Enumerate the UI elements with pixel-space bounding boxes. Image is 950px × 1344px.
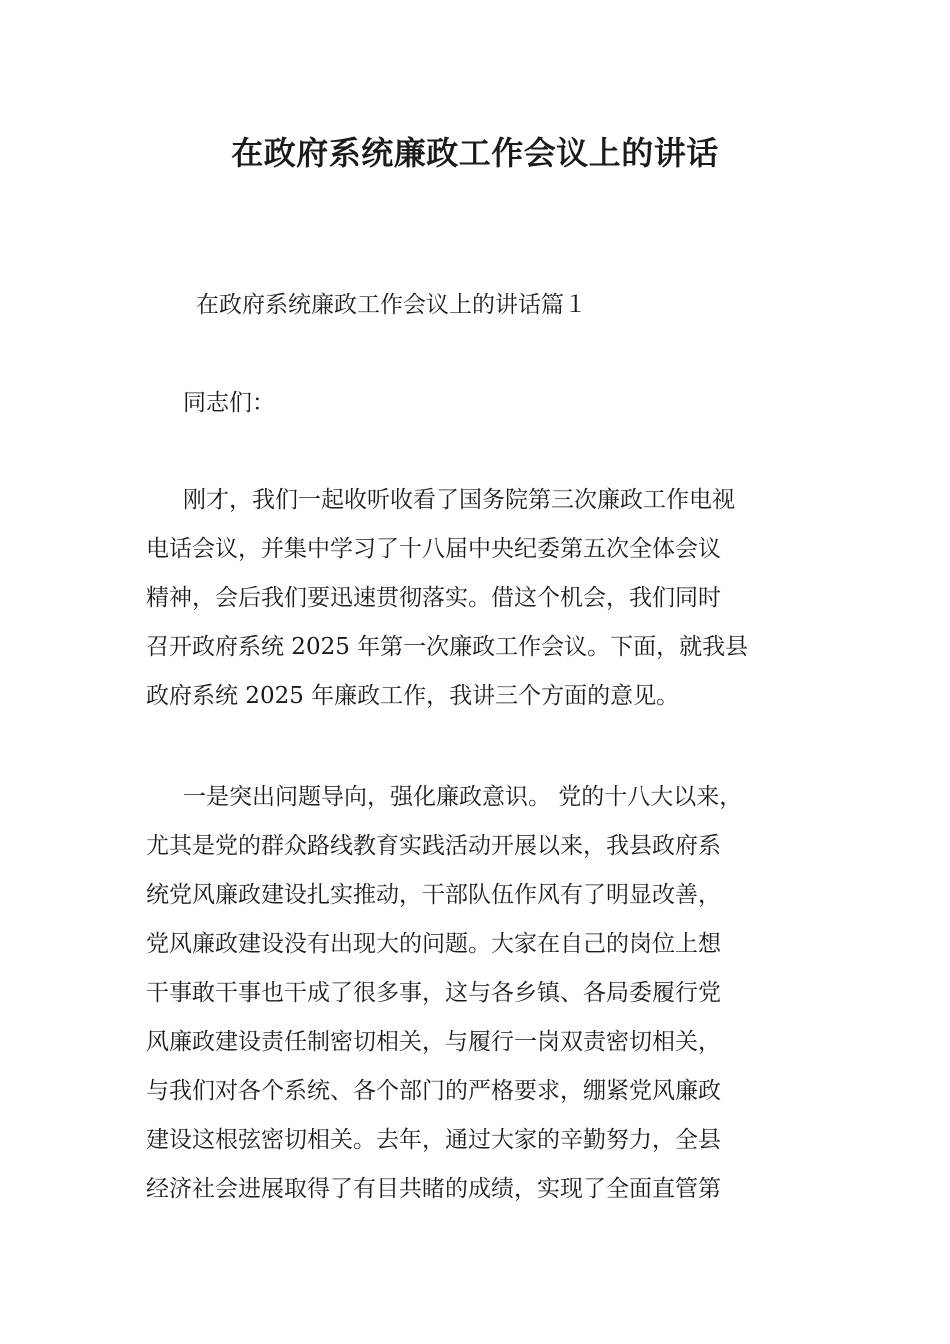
paragraph-line: 经济社会进展取得了有目共睹的成绩，实现了全面直管第 (146, 1176, 721, 1202)
paragraph-line: 精神，会后我们要迅速贯彻落实。借这个机会，我们同时 (146, 585, 721, 611)
paragraph-line: 统党风廉政建设扎实推动，干部队伍作风有了明显改善， (146, 882, 721, 908)
paragraph-line: 尤其是党的群众路线教育实践活动开展以来，我县政府系 (146, 833, 721, 859)
paragraph-line: 电话会议，并集中学习了十八届中央纪委第五次全体会议 (146, 536, 721, 562)
paragraph-2 (146, 773, 816, 1214)
paragraph-line: 召开政府系统 2025 年第一次廉政工作会议。下面，就我县 (146, 634, 749, 660)
paragraph-line: 建设这根弦密切相关。去年，通过大家的辛勤努力，全县 (146, 1127, 721, 1153)
paragraph-line: 刚才，我们一起收听收看了国务院第三次廉政工作电视 (183, 487, 735, 513)
paragraph-line: 与我们对各个系统、各个部门的严格要求，绷紧党风廉政 (146, 1078, 721, 1104)
paragraph-line: 风廉政建设责任制密切相关，与履行一岗双责密切相关， (146, 1029, 721, 1055)
paragraph-line: 政府系统 2025 年廉政工作，我讲三个方面的意见。 (146, 683, 680, 709)
paragraph-line: 一是突出问题导向，强化廉政意识。 党的十八大以来， (183, 784, 743, 810)
paragraph-1 (146, 476, 816, 721)
document-title: 在政府系统廉政工作会议上的讲话 (231, 134, 719, 172)
document-subtitle: 在政府系统廉政工作会议上的讲话篇１ (196, 292, 587, 318)
paragraph-line: 干事敢干事也干成了很多事，这与各乡镇、各局委履行党 (146, 980, 721, 1006)
paragraph-line: 党风廉政建设没有出现大的问题。大家在自己的岗位上想 (146, 931, 721, 957)
greeting: 同志们： (183, 390, 275, 416)
